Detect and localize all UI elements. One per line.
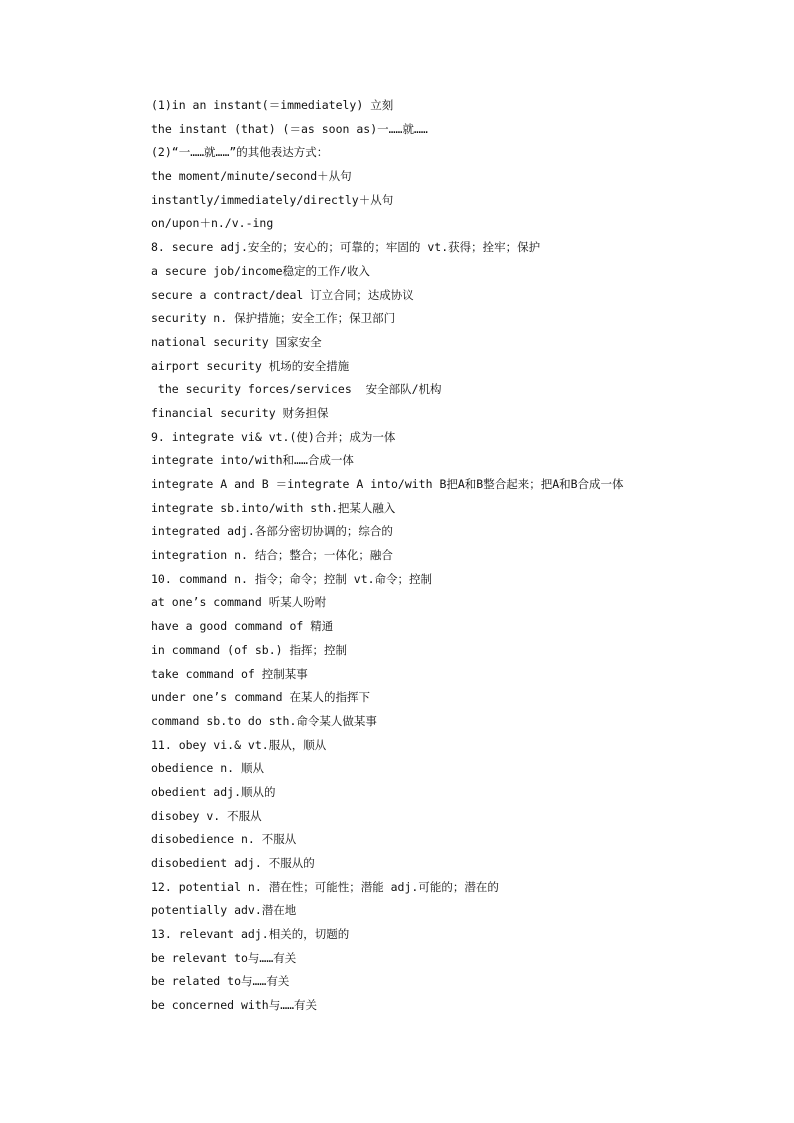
text-line: integrate into/with和……合成一体	[151, 453, 354, 468]
text-line: a secure job/income稳定的工作/收入	[151, 263, 370, 278]
entry-heading-potential: 12. potential n. 潜在性；可能性；潜能 adj.可能的；潜在的	[151, 879, 499, 894]
entry-heading-command: 10. command n. 指令；命令；控制 vt.命令；控制	[151, 571, 433, 586]
text-line: under one’s command 在某人的指挥下	[151, 690, 370, 705]
text-line: airport security 机场的安全措施	[151, 358, 350, 373]
text-line: potentially adv.潜在地	[151, 903, 297, 918]
text-line: the security forces/services 安全部队/机构	[151, 382, 442, 397]
entry-heading-secure: 8. secure adj.安全的；安心的；可靠的；牢固的 vt.获得；拴牢；保护	[151, 240, 541, 255]
text-line: disobedient adj. 不服从的	[151, 856, 315, 870]
text-line: secure a contract/deal 订立合同；达成协议	[151, 287, 414, 302]
text-line: disobedience n. 不服从	[151, 832, 297, 847]
text-line: disobey v. 不服从	[151, 808, 262, 823]
text-line: integrated adj.各部分密切协调的；综合的	[151, 524, 393, 539]
text-line: financial security 财务担保	[151, 405, 329, 420]
text-line: instantly/immediately/directly＋从句	[151, 192, 394, 207]
text-line: security n. 保护措施；安全工作；保卫部门	[151, 311, 396, 326]
text-line: the moment/minute/second＋从句	[151, 169, 352, 184]
vocabulary-notes	[151, 94, 751, 1018]
text-line: (1)in an instant(＝immediately) 立刻	[151, 98, 394, 112]
text-line: integrate sb.into/with sth.把某人融入	[151, 500, 396, 515]
text-line: have a good command of 精通	[151, 619, 334, 634]
text-line: in command (of sb.) 指挥；控制	[151, 642, 347, 657]
entry-heading-integrate: 9. integrate vi& vt.(使)合并；成为一体	[151, 429, 396, 444]
text-line: integrate A and B ＝integrate A into/with B把A和B整合起来；把A和B合成一体	[151, 477, 624, 491]
text-line: integration n. 结合；整合；一体化；融合	[151, 548, 393, 563]
text-line: command sb.to do sth.命令某人做某事	[151, 713, 377, 728]
text-line: be relevant to与……有关	[151, 950, 297, 965]
text-line: at one’s command 听某人吩咐	[151, 595, 327, 610]
entry-heading-obey: 11. obey vi.& vt.服从，顺从	[151, 737, 327, 752]
text-line: obedient adj.顺从的	[151, 784, 276, 799]
text-line: obedience n. 顺从	[151, 761, 265, 776]
text-line: take command of 控制某事	[151, 666, 308, 681]
entry-heading-relevant: 13. relevant adj.相关的，切题的	[151, 927, 350, 942]
text-line: national security 国家安全	[151, 334, 322, 349]
text-line: be concerned with与……有关	[151, 998, 318, 1013]
text-line: be related to与……有关	[151, 974, 290, 989]
text-line: on/upon＋n./v.-ing	[151, 216, 274, 231]
text-line: the instant (that) (＝as soon as)一……就……	[151, 121, 428, 136]
text-line: (2)“一……就……”的其他表达方式：	[151, 145, 329, 160]
